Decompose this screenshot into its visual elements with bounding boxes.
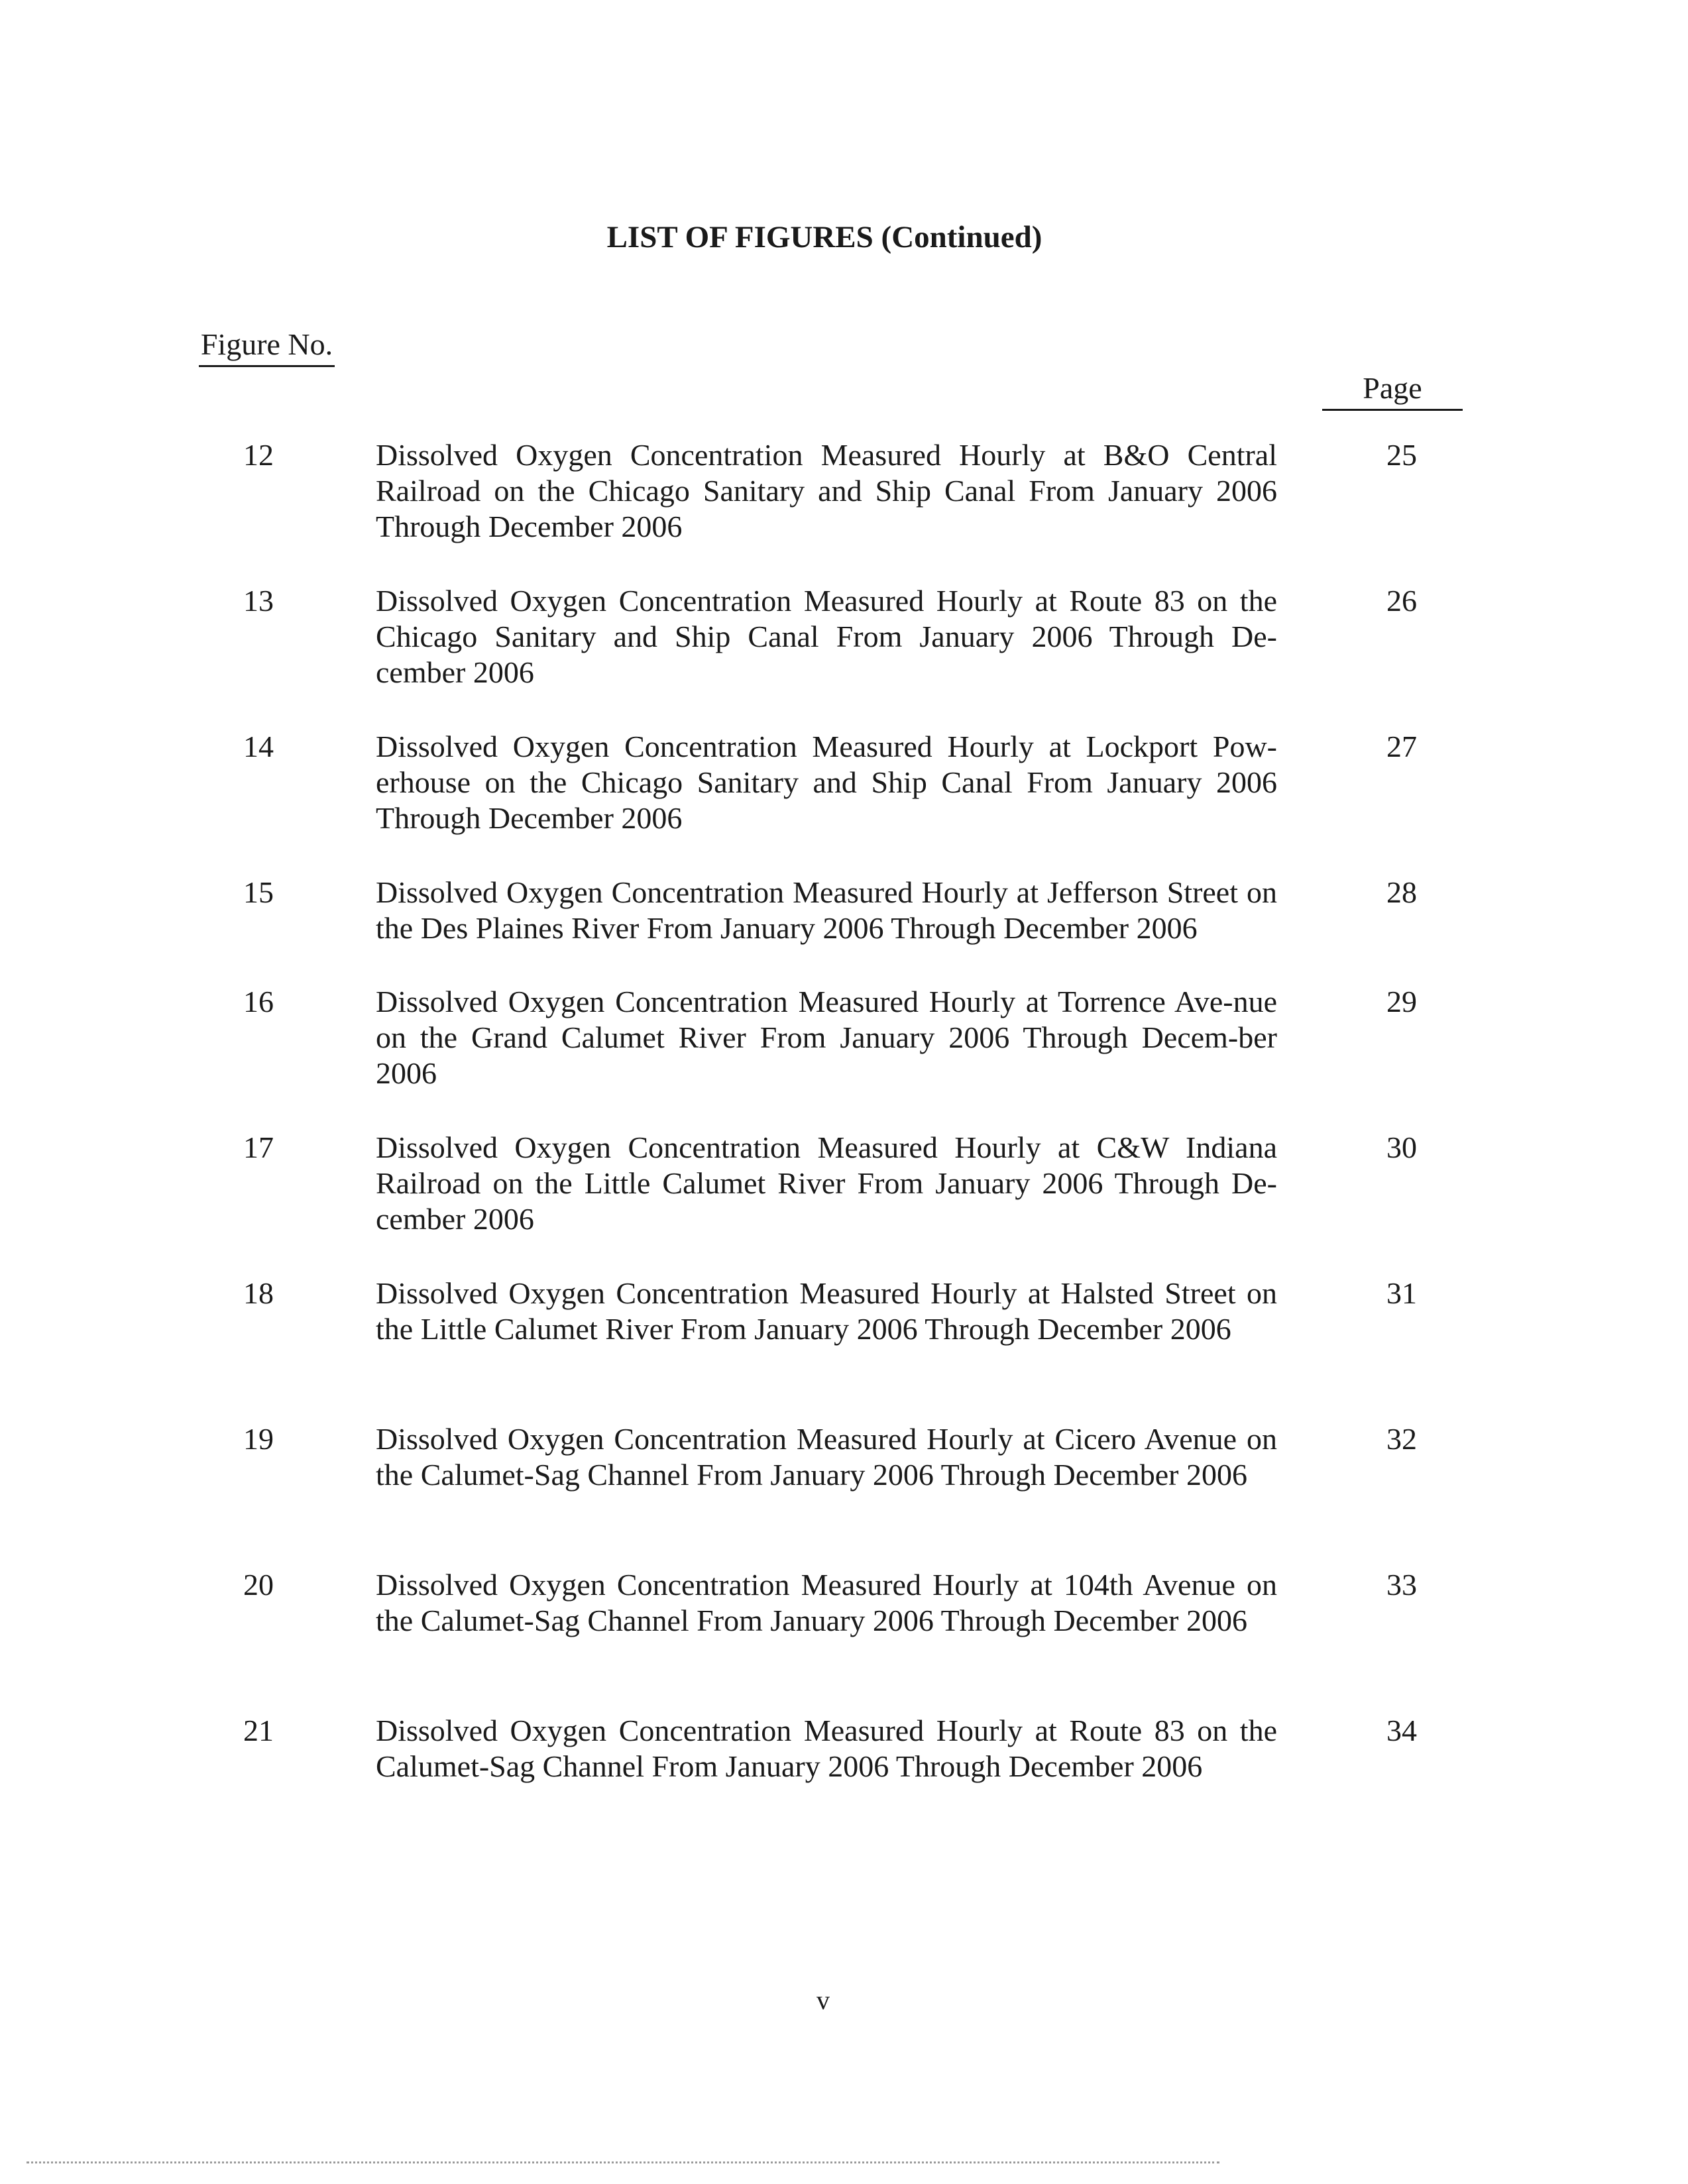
scan-edge-artifact — [27, 2161, 1219, 2163]
figure-caption: Dissolved Oxygen Concentration Measured Hourly at Torrence Ave-nue on the Grand Calumet River From January 2006 Through Decem-ber 2006 — [376, 985, 1277, 1090]
figure-page-number: 29 — [1386, 985, 1417, 1018]
page-column-header: Page — [1322, 370, 1463, 411]
figure-number: 12 — [243, 438, 274, 472]
figure-caption: Dissolved Oxygen Concentration Measured Hourly at Route 83 on the Calumet-Sag Channel From January 2006 Through December 2006 — [376, 1714, 1277, 1783]
figure-number: 19 — [243, 1422, 274, 1456]
figure-number: 13 — [243, 584, 274, 618]
figure-page-number: 32 — [1386, 1422, 1417, 1456]
figure-number: 18 — [243, 1276, 274, 1310]
figure-caption: Dissolved Oxygen Concentration Measured Hourly at B&O Central Railroad on the Chicago Sanitary and Ship Canal From January 2006 Through December 2006 — [376, 438, 1277, 543]
figure-caption: Dissolved Oxygen Concentration Measured Hourly at Route 83 on the Chicago Sanitary and Ship Canal From January 2006 Through De-cember 2006 — [376, 584, 1277, 689]
figure-caption: Dissolved Oxygen Concentration Measured Hourly at 104th Avenue on the Calumet-Sag Channel From January 2006 Through December 2006 — [376, 1568, 1277, 1637]
figure-page-number: 31 — [1386, 1276, 1417, 1310]
figure-page-number: 28 — [1386, 875, 1417, 909]
page-number: v — [816, 1985, 830, 2015]
figure-number: 21 — [243, 1714, 274, 1747]
figure-caption: Dissolved Oxygen Concentration Measured Hourly at Halsted Street on the Little Calumet River From January 2006 Through December 2006 — [376, 1276, 1277, 1346]
figure-number: 20 — [243, 1568, 274, 1602]
figure-number: 15 — [243, 875, 274, 909]
figure-number-column-header: Figure No. — [199, 327, 335, 367]
page-title: LIST OF FIGURES (Continued) — [606, 220, 1042, 254]
figure-page-number: 30 — [1386, 1130, 1417, 1164]
figure-page-number: 33 — [1386, 1568, 1417, 1602]
figure-caption: Dissolved Oxygen Concentration Measured Hourly at Lockport Pow-erhouse on the Chicago Sanitary and Ship Canal From January 2006 Through December 2006 — [376, 730, 1277, 835]
figure-page-number: 34 — [1386, 1714, 1417, 1747]
figure-number: 17 — [243, 1130, 274, 1164]
figure-page-number: 26 — [1386, 584, 1417, 618]
figure-page-number: 25 — [1386, 438, 1417, 472]
figure-caption: Dissolved Oxygen Concentration Measured Hourly at Cicero Avenue on the Calumet-Sag Channel From January 2006 Through December 2006 — [376, 1422, 1277, 1492]
figure-page-number: 27 — [1386, 730, 1417, 763]
figure-caption: Dissolved Oxygen Concentration Measured Hourly at C&W Indiana Railroad on the Little Calumet River From January 2006 Through De-cember 2006 — [376, 1130, 1277, 1236]
figure-number: 16 — [243, 985, 274, 1018]
figure-caption: Dissolved Oxygen Concentration Measured Hourly at Jefferson Street on the Des Plaines River From January 2006 Through December 2006 — [376, 875, 1277, 945]
figure-number: 14 — [243, 730, 274, 763]
